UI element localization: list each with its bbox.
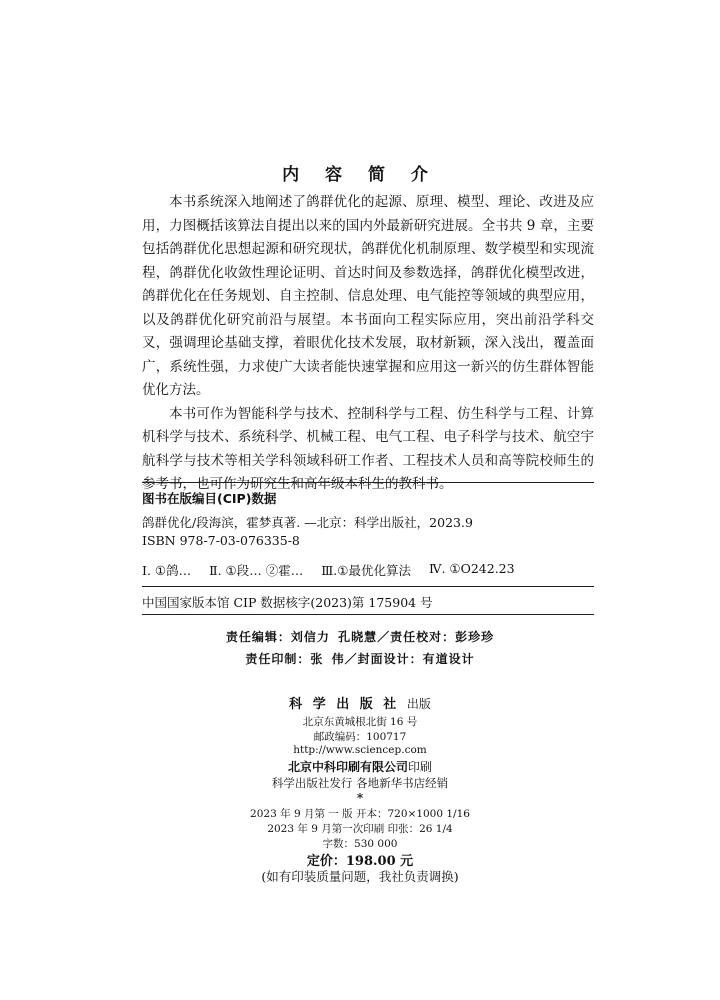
quality-note: (如有印装质量问题，我社负责调换)	[261, 869, 459, 884]
distribution-line: 科学出版社发行 各地新华书店经销	[271, 776, 449, 790]
printer-suffix: 印刷	[408, 760, 433, 774]
printing-line: 2023 年 9 月第一次印刷 印张：26 1/4	[267, 823, 453, 835]
printer-line	[0, 758, 720, 775]
separator-mark: *	[356, 791, 364, 805]
cip-class-item: Ⅱ. ①段… ②霍…	[209, 563, 304, 578]
edition-line: 2023 年 9 月第 一 版 开本：720×1000 1/16	[250, 808, 470, 820]
summary-paragraph: 本书系统深入地阐述了鸽群优化的起源、原理、模型、理论、改进及应用，力图概括该算法自提出以来的国内外最新研究进展。全书共 9 章，主要包括鸽群优化思想起源和研究现状，鸽群优化机制原理、数学模型和实现流程，鸽群优化收敛性理论证明、首达时间及参数选择，鸽群优化模型改进，鸽群优化在任务规划、自主控制、信息处理、电气能控等领域的典型应用，以及鸽群优化研究前沿与展望。本书面向工程实际应用，突出前沿学科交叉，强调理论基础支撑，着眼优化技术发展，取材新颖，深入浅出，覆盖面广，系统性强，力求使广大读者能快速掌握和应用这一新兴的仿生群体智能优化方法。	[142, 194, 594, 398]
cip-heading: 图书在版编目(CIP)数据	[142, 491, 277, 506]
publisher-address: 北京东黄城根北街 16 号	[302, 716, 418, 728]
cip-block	[142, 482, 594, 615]
cip-isbn: ISBN 978-7-03-076335-8	[142, 533, 300, 548]
word-count: 字数：530 000	[322, 838, 398, 850]
cip-record: 中国国家版本馆 CIP 数据核字(2023)第 175904 号	[142, 595, 433, 610]
publisher-name-text: 科 学 出 版 社	[289, 697, 400, 712]
price: 定价：198.00 元	[306, 854, 414, 869]
summary-text	[142, 191, 594, 497]
credits-editors: 责任编辑：刘信力 孔晓慧／责任校对：彭珍珍	[225, 630, 495, 644]
summary-paragraph: 本书可作为智能科学与技术、控制科学与工程、仿生科学与工程、计算机科学与技术、系统科学、机械工程、电气工程、电子科学与技术、航空宇航科学与技术等相关学科领域科研工作者、工程技术人员和高等院校师生的参考书，也可作为研究生和高年级本科生的教科书。	[142, 405, 594, 492]
cip-bibliographic: 鸽群优化/段海滨，霍梦真著. —北京：科学出版社，2023.9	[142, 515, 473, 530]
cip-class-item: Ⅳ. ①O242.23	[428, 561, 515, 576]
publisher-postcode: 邮政编码：100717	[313, 731, 407, 743]
cip-classification	[142, 561, 515, 579]
printer-name: 北京中科印刷有限公司	[287, 760, 408, 774]
cip-class-item: Ⅰ. ①鸽…	[142, 563, 192, 578]
publisher-name-suffix: 出版	[406, 697, 431, 711]
cip-divider	[142, 586, 594, 587]
summary-title: 内 容 简 介	[282, 165, 438, 185]
publisher-name	[0, 693, 720, 712]
publisher-url: http://www.sciencep.com	[293, 744, 427, 756]
credits-production: 责任印制：张 伟／封面设计：有道设计	[245, 652, 475, 666]
cip-class-item: Ⅲ.①最优化算法	[321, 563, 411, 578]
